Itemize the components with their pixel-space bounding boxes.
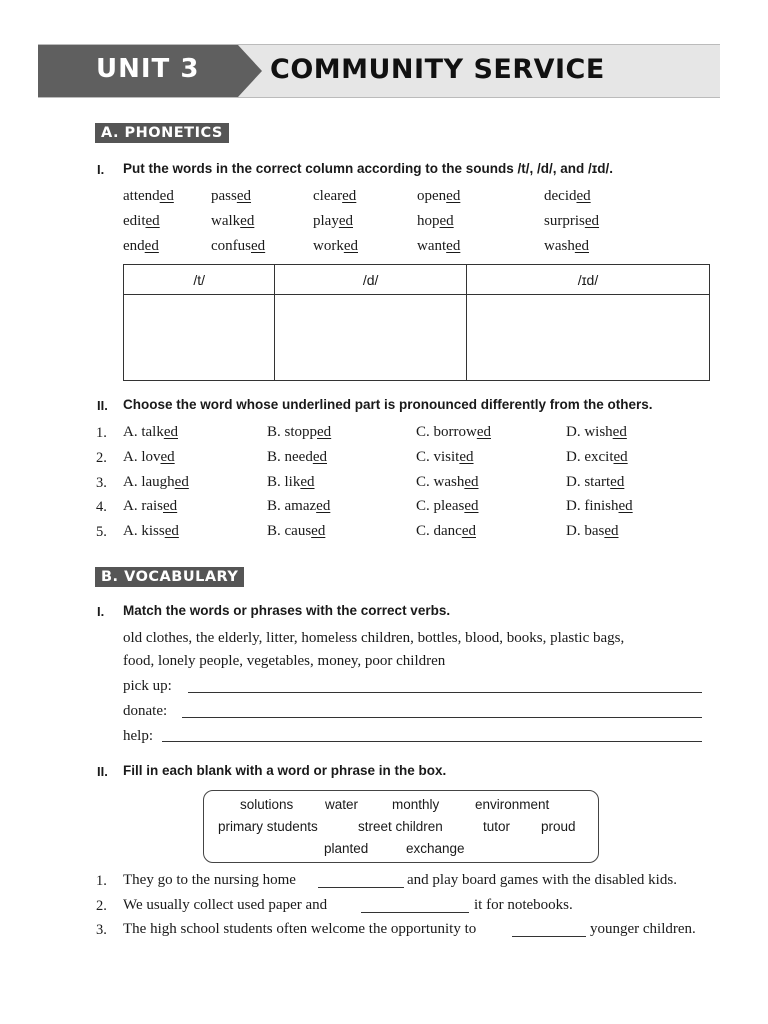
question-number: II. [97,764,108,779]
verb-label-help: help: [123,728,153,744]
word-item: surprised [544,213,600,229]
column-header-t: /t/ [124,265,275,295]
sentence-text: and play board games with the disabled kids. [407,872,677,888]
sentence-text: The high school students often welcome the opportunity to [123,921,477,937]
answer-option[interactable]: A. kissed [123,523,179,540]
word-box [203,790,599,863]
answer-option[interactable]: D. based [566,523,619,540]
box-word: water [325,797,359,812]
column-header-d: /d/ [275,265,467,295]
word-item: edited [123,213,160,229]
question-number: I. [97,162,105,177]
answer-option[interactable]: B. amazed [267,498,331,515]
sentence-text: younger children. [590,921,696,937]
word-item: cleared [313,188,357,204]
section-a-heading: A. PHONETICS [95,123,229,143]
box-word: environment [475,797,550,812]
phrase-list-line: food, lonely people, vegetables, money, poor children [123,653,446,669]
sentence-text: it for notebooks. [474,897,573,913]
sentence-text: We usually collect used paper and [123,897,328,913]
answer-cell-d[interactable] [275,295,467,381]
answer-blank[interactable] [318,887,404,888]
question-number: I. [97,604,105,619]
unit-number: UNIT 3 [96,54,200,84]
answer-option[interactable]: B. caused [267,523,326,540]
sentence-number: 2. [96,898,107,914]
word-item: opened [417,188,461,204]
column-header-id: /ɪd/ [466,265,709,295]
sentence-text: They go to the nursing home [123,872,296,888]
sentence-number: 1. [96,873,107,889]
question-instruction: Choose the word whose underlined part is pronounced differently from the others. [123,397,653,412]
question-instruction: Fill in each blank with a word or phrase in the box. [123,763,447,778]
verb-label-pick-up: pick up: [123,678,172,694]
answer-option[interactable]: D. finished [566,498,633,515]
box-word: solutions [240,797,294,812]
question-instruction: Match the words or phrases with the correct verbs. [123,603,451,618]
box-word: tutor [483,819,511,834]
phrase-list-line: old clothes, the elderly, litter, homeless children, bottles, blood, books, plastic bags, [123,630,625,646]
answer-option[interactable]: B. stopped [267,424,332,440]
unit-title: COMMUNITY SERVICE [270,54,605,85]
answer-option[interactable]: C. danced [416,523,476,540]
word-item: passed [211,188,252,204]
word-item: decided [544,188,591,204]
question-item-number: 3. [96,474,107,491]
box-word: monthly [392,797,440,812]
answer-blank[interactable] [361,912,469,913]
word-item: walked [211,213,255,229]
word-item: ended [123,238,159,254]
answer-option[interactable]: B. liked [267,473,315,490]
answer-option[interactable]: A. laughed [123,473,189,490]
chevron-right-icon [238,45,262,97]
box-word: proud [541,819,576,834]
sentence-number: 3. [96,922,107,938]
answer-cell-id[interactable] [466,295,709,381]
answer-option[interactable]: D. wished [566,424,627,440]
answer-blank[interactable] [188,692,702,693]
answer-cell-t[interactable] [124,295,275,381]
verb-label-donate: donate: [123,703,168,719]
question-item-number: 2. [96,449,107,466]
answer-option[interactable]: C. borrowed [416,424,491,440]
question-item-number: 4. [96,499,107,516]
section-b-heading: B. VOCABULARY [95,567,244,587]
box-word: planted [324,841,369,856]
word-item: wanted [417,238,461,254]
question-instruction: Put the words in the correct column according to the sounds /t/, /d/, and /ɪd/. [123,161,614,176]
answer-option[interactable]: A. raised [123,498,178,515]
box-word: street children [358,819,443,834]
word-item: washed [544,238,589,254]
answer-blank[interactable] [182,717,702,718]
word-item: confused [211,238,266,254]
question-number: II. [97,398,108,413]
answer-option[interactable]: C. visited [416,448,474,465]
answer-option[interactable]: B. needed [267,448,327,465]
answer-option[interactable]: A. talked [123,424,178,440]
question-item-number: 1. [96,425,107,441]
unit-header [38,44,720,98]
answer-option[interactable]: D. excited [566,448,628,465]
answer-option[interactable]: A. loved [123,448,175,465]
box-word: primary students [218,819,318,834]
answer-blank[interactable] [162,741,702,742]
answer-blank[interactable] [512,936,586,937]
word-item: attended [123,188,174,204]
answer-option[interactable]: D. started [566,473,625,490]
word-item: hoped [417,213,454,229]
word-item: worked [313,238,358,254]
question-item-number: 5. [96,524,107,541]
answer-option[interactable]: C. washed [416,473,479,490]
box-word: exchange [406,841,465,856]
answer-option[interactable]: C. pleased [416,498,479,515]
sound-table [123,264,710,381]
word-item: played [313,213,353,229]
